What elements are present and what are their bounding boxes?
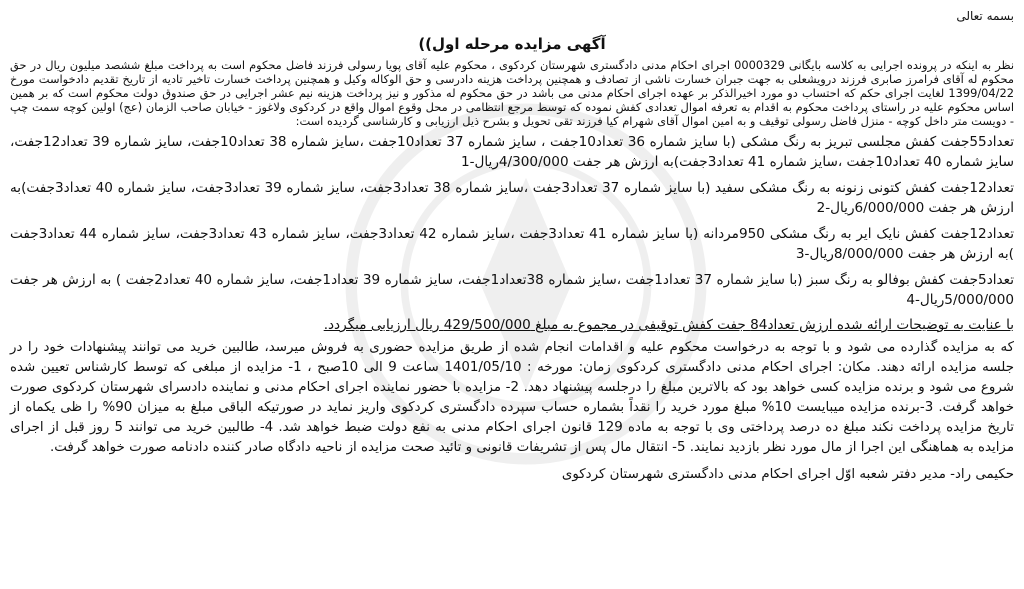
notice-title: آگهی مزایده مرحله اول)) (418, 35, 606, 53)
auction-item-1: تعداد55جفت کفش مجلسی تبریز به رنگ مشکی (با سایز شماره 36 تعداد10جفت ، سایز شماره 37 تعداد10جفت ،سایز شماره 38 تعداد10جفت، سایز شماره 39 تعداد12جفت، سایز شماره 40 تعداد10جفت ،سایز شماره 41 تعداد3جفت)به ارزش هر جفت 4/300/000ریال-1 (10, 134, 1015, 170)
auction-item-3: تعداد12جفت کفش نایک ایر به رنگ مشکی 950مردانه (با سایز شماره 41 تعداد3جفت ،سایز شماره 42 تعداد3جفت، سایز شماره 43 تعداد3جفت، سایز شماره 44 تعداد3جفت )به ارزش هر جفت 8/000/000ریال-3 (10, 226, 1015, 262)
auction-item-4: تعداد5جفت کفش بوفالو به رنگ سبز (با سایز شماره 37 تعداد1جفت ،سایز شماره 38تعداد1جفت، سایز شماره 39 تعداد1جفت، سایز شماره 40 تعداد2جفت ) به ارزش هر جفت 5/000/000ریال-4 (10, 272, 1014, 308)
auction-terms: که به مزایده گذارده می شود و با توجه به درخواست محکوم علیه و اقدامات انجام شده از طریق مزایده حضوری به فروش میرسد، طالبین خرید می توانند پیشنهادات خود را در جلسه مزایده ارائه دهند. مکان: اجرای احکام مدنی دادگستری کردکوی زمان: مورخه : 1401/05/10 ساعت 9 الی 10صبح ، 1- مزایده از مبلغی که توسط کارشناس تعیین شده شروع می شود و برنده مزایده کسی خواهد بود که بالاترین مبلغ را درجلسه پیشنهاد دهد. 2- مزایده با حضور نماینده اجرای احکام مدنی و نماینده دادسرای شهرستان کردکوی صورت خواهد گرفت. 3-برنده مزایده میبایست 10% مبلغ مورد خرید را نقداً بشماره حساب سپرده دادگستری کردکوی واریز نماید در صورتیکه الباقی مبلغ به میزان 90% را ظی یکماه از تاریخ مزایده پرداخت نکند مبلغ ده درصد پرداختی وی با توجه به ماده 129 قانون اجرای احکام مدنی به نفع دولت ضبط خواهد شد. 4- طالبین خرید می توانند 5 روز قبل از اجرای مزایده به هماهنگی این اجرا از مال مورد نظر بازدید نمایند. 5- انتقال مال پس از تشریفات قانونی و تائید صحت مزایده از ناحیه دادگاه صادر کننده دادنامه صورت خواهد گرفت. (10, 340, 1015, 455)
notice-intro: نظر به اینکه در پرونده اجرایی به کلاسه بایگانی 0000329 اجرای احکام مدنی دادگستری شهرستان کردکوی ، محکوم علیه آقای پویا رسولی فرزند فاضل محکوم است به پرداخت مبلغ ششصد میلیون ریال در حق محکوم له آقای فرامرز صابری فرزند درویشعلی به جهت جبران خسارت ناشی از تصادف و همچنین پرداخت هزینه دادرسی و حق الوکاله وکیل و همچنین پرداخت خسارت تاخیر تادیه از تاریخ تقدیم دادخواست مورخ 1399/04/22 لغایت اجرای حکم که احتساب دو مورد اخیرالذکر بر عهده اجرای احکام مدنی می باشد در حق محکوم له مذکور و نیز پرداخت هزینه نیم عشر اجرایی در حق صندوق دولت محکوم است که بر همین اساس محکوم علیه در راستای پرداخت محکوم به اقدام به تعرفه اموال تعدادی کفش نموده که توسط مرجع انتظامی در محل وقوع اموال واقع در کردکوی ولاغوز - خیابان صاحب الزمان (عج) اولین کوچه سمت چپ - دویست متر داخل کوچه - منزل فاضل رسولی توقیف و به امین اموال آقای شهرام کیا فرزند تقی تحویل و بشرح ذیل ارزیابی و کارشناسی گردیده است: (10, 58, 1015, 128)
header-basmala: بسمه تعالی (956, 9, 1014, 23)
auction-item-2: تعداد12جفت کفش کتونی زنونه به رنگ مشکی سفید (با سایز شماره 37 تعداد3جفت ،سایز شماره 38 تعداد3جفت، سایز شماره 39 تعداد3جفت، سایز شماره 40 تعداد3جفت)به ارزش هر جفت 6/000/000ریال-2 (10, 180, 1015, 216)
auction-notice (6, 4, 1018, 586)
signature-line: حکیمی راد- مدیر دفتر شعبه اوّل اجرای احکام مدنی دادگستری شهرستان کردکوی (561, 467, 1014, 482)
valuation-summary: با عنایت به توضیحات ارائه شده ارزش تعداد84 جفت کفش توقیفی در مجموع به مبلغ 429/500/000 ریال ارزیابی میگردد. (323, 317, 1014, 333)
